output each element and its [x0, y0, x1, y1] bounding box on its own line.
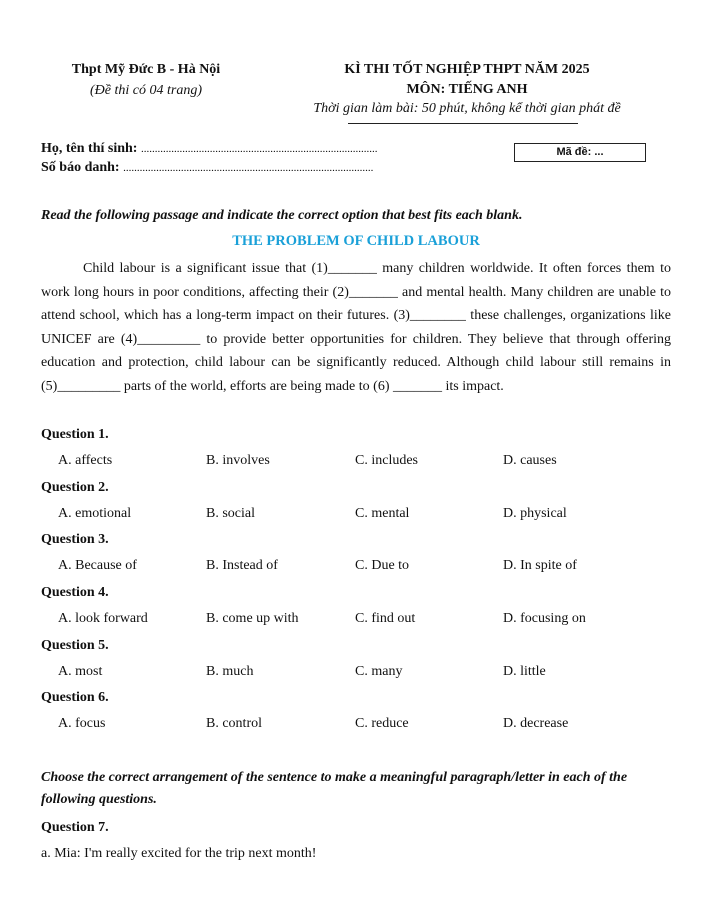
question-7-line-a: a. Mia: I'm really excited for the trip next month!	[41, 846, 317, 861]
question-4-option-b: B. come up with	[206, 611, 299, 626]
question-2-option-b: B. social	[206, 506, 255, 521]
question-1-option-b: B. involves	[206, 453, 270, 468]
school-name: Thpt Mỹ Đức B - Hà Nội	[71, 62, 221, 77]
question-6-label: Question 6.	[41, 690, 109, 705]
passage-title: THE PROBLEM OF CHILD LABOUR	[232, 233, 480, 249]
question-4-option-c: C. find out	[355, 611, 416, 626]
question-1-label: Question 1.	[41, 427, 109, 442]
question-1-option-a: A. affects	[58, 453, 113, 468]
header-divider	[348, 123, 578, 124]
question-5-option-a: A. most	[58, 664, 103, 679]
exam-code-box: Mã đề: ...	[514, 143, 646, 162]
question-2-option-a: A. emotional	[58, 506, 132, 521]
subject-title: MÔN: TIẾNG ANH	[406, 82, 528, 97]
pages-note: (Đề thi có 04 trang)	[90, 83, 202, 98]
candidate-id-field	[41, 160, 373, 176]
question-3-label: Question 3.	[41, 532, 109, 547]
exam-title: KÌ THI TỐT NGHIỆP THPT NĂM 2025	[344, 62, 590, 77]
question-3-option-c: C. Due to	[355, 558, 410, 573]
section1-instruction: Read the following passage and indicate the correct option that best fits each blank.	[41, 208, 523, 223]
question-5-label: Question 5.	[41, 638, 109, 653]
question-2-option-c: C. mental	[355, 506, 410, 521]
question-5-option-d: D. little	[503, 664, 546, 679]
time-note: Thời gian làm bài: 50 phút, không kể thời gian phát đề	[313, 101, 621, 116]
question-6-option-c: C. reduce	[355, 716, 409, 731]
question-1-option-c: C. includes	[355, 453, 418, 468]
passage-text: Child labour is a significant issue that (1)_______ many children worldwide. It often forces them to work long hours in poor conditions, affecting their (2)_______ and mental health. Many children are unable to attend school, which has a long-term impact on their futures. (3)________ these challenges, organizations like UNICEF are (4)_________ to provide better opportunities for children. They believe that through offering education and protection, child labour can be significantly reduced. Although child labour still remains in (5)_________ parts of the world, efforts are being made to (6) _______ its impact.	[41, 261, 671, 394]
question-6-option-d: D. decrease	[503, 716, 569, 731]
question-7-label: Question 7.	[41, 820, 109, 835]
question-3-option-b: B. Instead of	[206, 558, 278, 573]
question-3-option-a: A. Because of	[58, 558, 137, 573]
question-6-option-a: A. focus	[58, 716, 106, 731]
candidate-name-field	[41, 141, 377, 157]
question-4-option-a: A. look forward	[58, 611, 148, 626]
question-4-label: Question 4.	[41, 585, 109, 600]
question-5-option-c: C. many	[355, 664, 403, 679]
section2-instruction: Choose the correct arrangement of the sentence to make a meaningful paragraph/letter in each of the following questions.	[41, 770, 628, 807]
question-1-option-d: D. causes	[503, 453, 557, 468]
question-2-label: Question 2.	[41, 480, 109, 495]
candidate-id-dots: ...........................................................................................	[123, 162, 374, 174]
question-6-option-b: B. control	[206, 716, 262, 731]
candidate-name-label: Họ, tên thí sinh:	[41, 141, 138, 156]
question-4-option-d: D. focusing on	[503, 611, 586, 626]
question-3-option-d: D. In spite of	[503, 558, 577, 573]
question-2-option-d: D. physical	[503, 506, 567, 521]
question-5-option-b: B. much	[206, 664, 254, 679]
candidate-id-label: Số báo danh:	[41, 160, 120, 175]
candidate-name-dots: ......................................................................................	[140, 143, 378, 155]
